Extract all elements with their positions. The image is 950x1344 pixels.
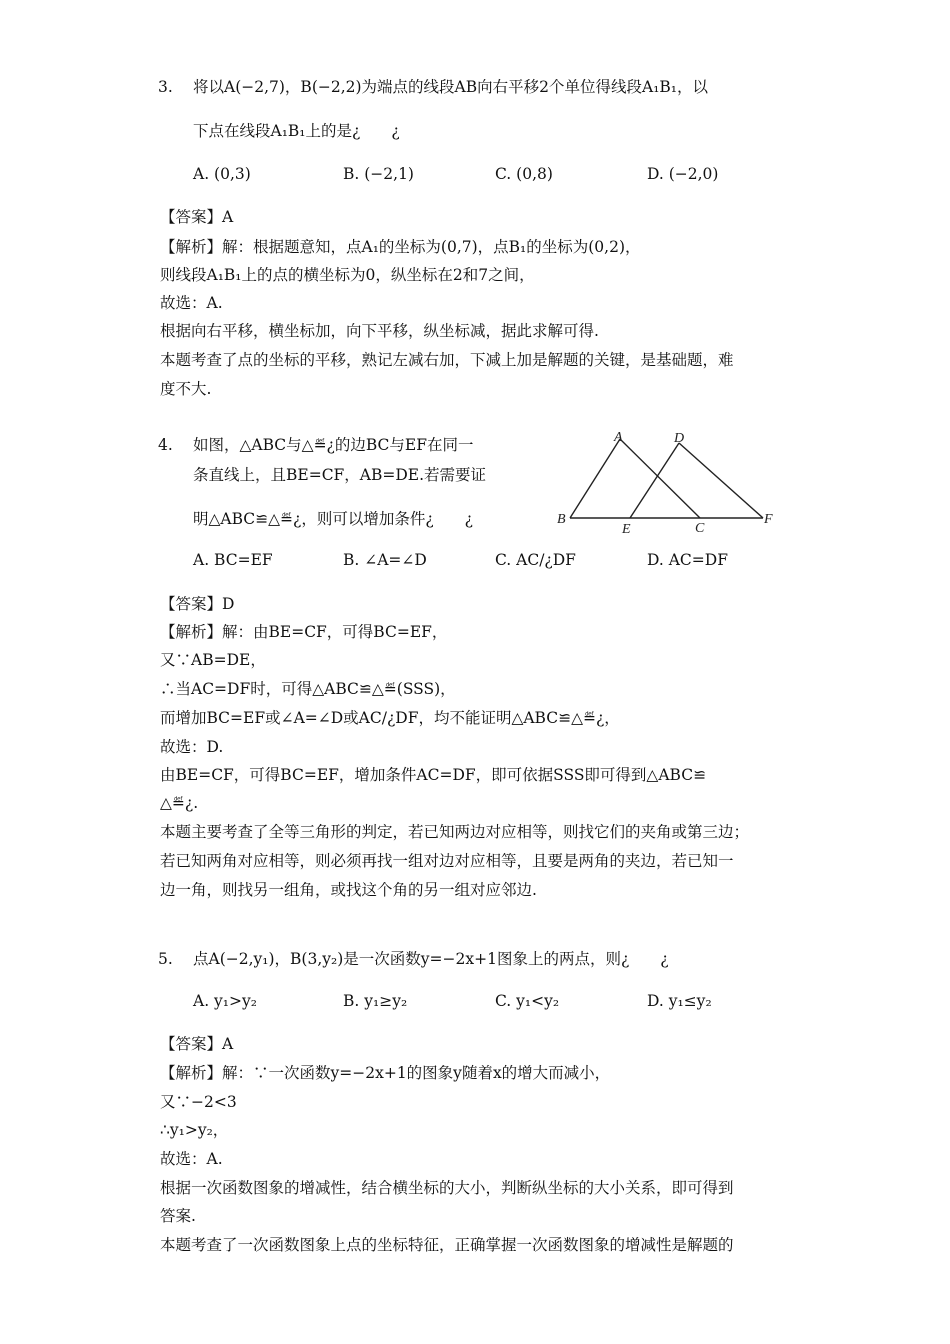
q3-stem-line1: 将以A(−2,7)，B(−2,2)为端点的线段AB向右平移2个单位得线段A₁B₁，以 xyxy=(193,78,709,96)
q3-number: 3. xyxy=(158,78,173,96)
triangle-figure xyxy=(550,425,790,540)
q4-analysis-7: △≝¿. xyxy=(160,794,199,812)
q3-option-a: A. (0,3) xyxy=(193,165,251,183)
q5-analysis-3: ∴y₁>y₂， xyxy=(160,1121,229,1139)
q3-option-b: B. (−2,1) xyxy=(343,165,414,183)
label-d: D xyxy=(674,431,685,446)
q3-analysis-5: 本题考查了点的坐标的平移，熟记左减右加，下减上加是解题的关键，是基础题，难 xyxy=(160,351,734,369)
label-e: E xyxy=(622,522,631,537)
segment-ab xyxy=(570,439,620,518)
q5-option-a: A. y₁>y₂ xyxy=(193,992,257,1010)
q3-option-d: D. (−2,0) xyxy=(647,165,719,183)
q3-stem-line2: 下点在线段A₁B₁上的是¿ ¿ xyxy=(193,122,400,140)
q5-analysis-6: 答案. xyxy=(160,1207,196,1225)
q4-stem-line3: 明△ABC≌△≝¿，则可以增加条件¿ ¿ xyxy=(193,510,473,528)
q4-answer: 【答案】D xyxy=(160,595,235,613)
q4-analysis-8: 本题主要考查了全等三角形的判定，若已知两边对应相等，则找它们的夹角或第三边； xyxy=(160,823,750,841)
q5-analysis-1: 【解析】解：∵一次函数y=−2x+1的图象y随着x的增大而减小， xyxy=(160,1064,611,1082)
q3-analysis-4: 根据向右平移，横坐标加，向下平移，纵坐标减，据此求解可得. xyxy=(160,322,599,340)
q4-analysis-10: 边一角，则找另一组角，或找这个角的另一组对应邻边. xyxy=(160,881,537,899)
label-b: B xyxy=(557,512,566,527)
q4-option-c: C. AC/¿DF xyxy=(495,551,576,569)
q4-stem-line1: 如图，△ABC与△≝¿的边BC与EF在同一 xyxy=(193,436,474,454)
q4-option-d: D. AC=DF xyxy=(647,551,728,569)
q3-analysis-1: 【解析】解：根据题意知，点A₁的坐标为(0,7)，点B₁的坐标为(0,2)， xyxy=(160,238,641,256)
label-c: C xyxy=(695,521,705,536)
q5-analysis-4: 故选：A. xyxy=(160,1150,223,1168)
q3-option-c: C. (0,8) xyxy=(495,165,553,183)
q4-analysis-5: 故选：D. xyxy=(160,738,224,756)
label-a: A xyxy=(614,430,623,445)
q4-stem-line2: 条直线上，且BE=CF，AB=DE.若需要证 xyxy=(193,466,487,484)
q5-answer: 【答案】A xyxy=(160,1035,234,1053)
q5-option-c: C. y₁<y₂ xyxy=(495,992,560,1010)
segment-de xyxy=(630,443,679,518)
q3-analysis-2: 则线段A₁B₁上的点的横坐标为0，纵坐标在2和7之间， xyxy=(160,266,535,284)
q5-analysis-7: 本题考查了一次函数图象上点的坐标特征，正确掌握一次函数图象的增减性是解题的 xyxy=(160,1236,734,1254)
segment-df xyxy=(679,443,763,518)
q5-option-b: B. y₁≥y₂ xyxy=(343,992,408,1010)
q4-analysis-4: 而增加BC=EF或∠A=∠D或AC/¿DF，均不能证明△ABC≌△≝¿， xyxy=(160,709,620,727)
q3-analysis-6: 度不大. xyxy=(160,380,212,398)
q5-number: 5. xyxy=(158,950,173,968)
q4-analysis-6: 由BE=CF，可得BC=EF，增加条件AC=DF，即可依据SSS即可得到△ABC≌ xyxy=(160,766,707,784)
label-f: F xyxy=(764,512,773,527)
q5-stem-line1: 点A(−2,y₁)，B(3,y₂)是一次函数y=−2x+1图象上的两点，则¿ ¿ xyxy=(193,950,669,968)
q3-analysis-3: 故选：A. xyxy=(160,294,223,312)
q4-option-b: B. ∠A=∠D xyxy=(343,551,427,569)
q4-analysis-2: 又∵AB=DE， xyxy=(160,651,266,669)
q4-option-a: A. BC=EF xyxy=(193,551,273,569)
q4-analysis-1: 【解析】解：由BE=CF，可得BC=EF， xyxy=(160,623,448,641)
q5-analysis-5: 根据一次函数图象的增减性，结合横坐标的大小，判断纵坐标的大小关系，即可得到 xyxy=(160,1179,734,1197)
q4-analysis-3: ∴当AC=DF时，可得△ABC≌△≝(SSS)， xyxy=(160,680,456,698)
q4-number: 4. xyxy=(158,436,173,454)
q3-answer: 【答案】A xyxy=(160,208,234,226)
q5-analysis-2: 又∵−2<3 xyxy=(160,1093,237,1111)
q4-analysis-9: 若已知两角对应相等，则必须再找一组对边对应相等，且要是两角的夹边，若已知一 xyxy=(160,852,734,870)
q5-option-d: D. y₁≤y₂ xyxy=(647,992,712,1010)
